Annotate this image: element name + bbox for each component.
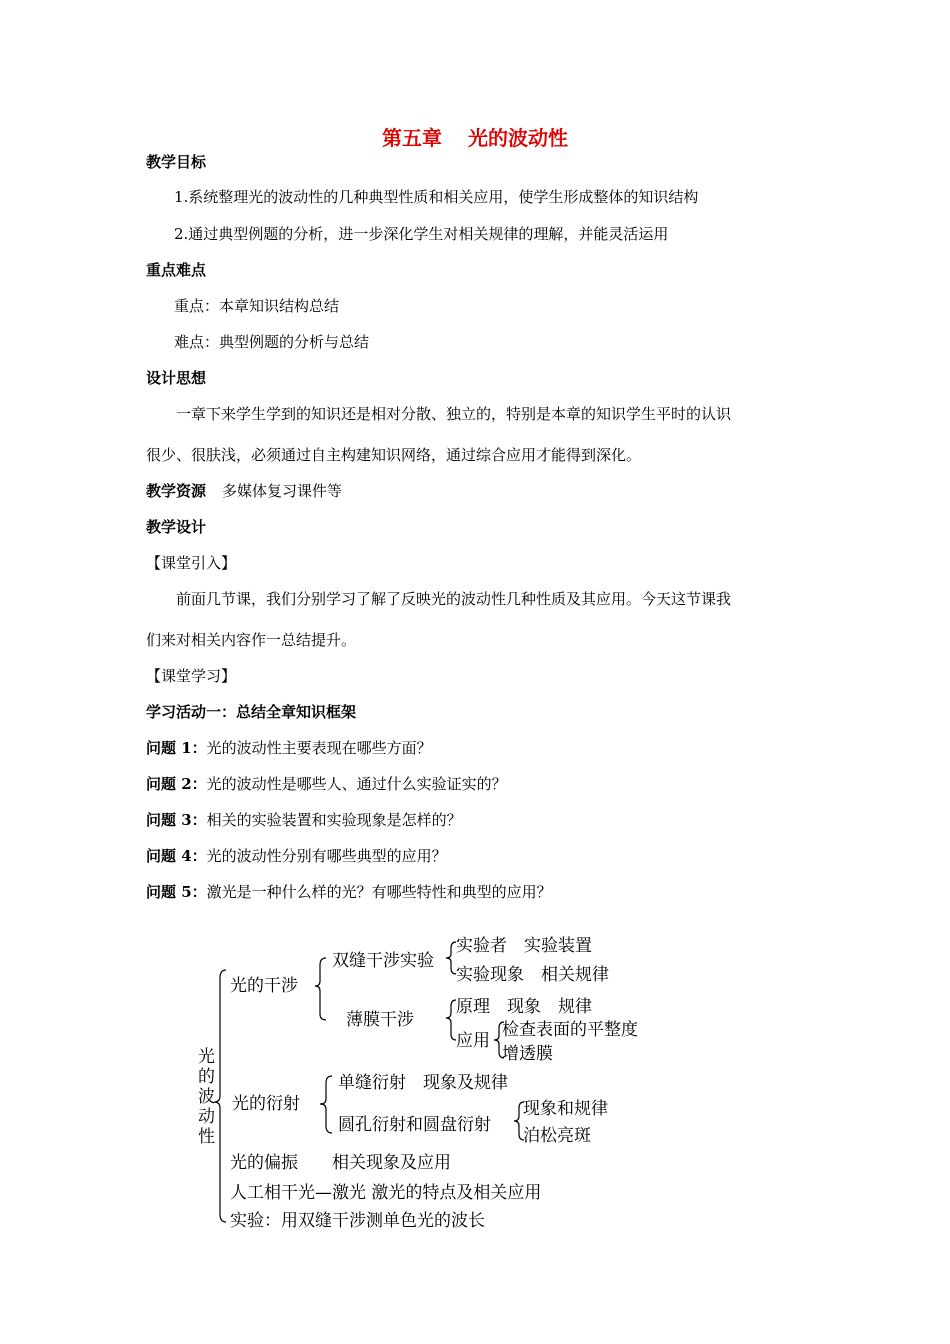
resources-heading: 教学资源 bbox=[146, 482, 207, 500]
question-text: 光的波动性分别有哪些典型的应用？ bbox=[206, 847, 447, 865]
interference-label: 光的干涉 bbox=[230, 976, 298, 996]
root-char: 的 bbox=[198, 1067, 215, 1087]
circular-label: 圆孔衍射和圆盘衍射 bbox=[338, 1115, 491, 1135]
teaching-design-heading: 教学设计 bbox=[146, 518, 207, 536]
diffraction-brace bbox=[320, 1076, 332, 1133]
question-label: 问题 3： bbox=[146, 811, 207, 829]
title-topic: 光的波动性 bbox=[468, 126, 568, 150]
resources-text: 多媒体复习课件等 bbox=[222, 482, 343, 500]
circ-item-2: 泊松亮斑 bbox=[523, 1126, 591, 1146]
activity-heading: 学习活动一：总结全章知识框架 bbox=[146, 703, 357, 721]
main-brace bbox=[214, 970, 226, 1222]
question-label: 问题 2： bbox=[146, 775, 207, 793]
question-label: 问题 5： bbox=[146, 883, 207, 901]
double-slit-label: 双缝干涉实验 bbox=[332, 951, 434, 971]
objectives-heading: 教学目标 bbox=[146, 153, 207, 171]
study-heading: 【课堂学习】 bbox=[146, 667, 237, 685]
circ-item-1: 现象和规律 bbox=[523, 1099, 608, 1119]
title-chapter: 第五章 bbox=[382, 126, 442, 150]
question-text: 光的波动性是哪些人、通过什么实验证实的？ bbox=[206, 775, 507, 793]
root-char: 波 bbox=[198, 1087, 215, 1107]
question-label: 问题 4： bbox=[146, 847, 207, 865]
objective-item-1: 1.系统整理光的波动性的几种典型性质和相关应用，使学生形成整体的知识结构 bbox=[174, 188, 699, 206]
tf-item-1: 原理 现象 规律 bbox=[456, 997, 592, 1017]
polarization-label: 光的偏振 相关现象及应用 bbox=[230, 1153, 451, 1173]
diffraction-label: 光的衍射 bbox=[232, 1094, 300, 1114]
design-idea-line-2: 很少、很肤浅，必须通过自主构建知识网络，通过综合应用才能得到深化。 bbox=[146, 446, 642, 464]
interference-brace bbox=[315, 958, 326, 1020]
key-point: 重点：本章知识结构总结 bbox=[174, 297, 340, 315]
intro-heading: 【课堂引入】 bbox=[146, 554, 237, 572]
tf-app-2: 增透膜 bbox=[502, 1044, 553, 1064]
thin-film-label: 薄膜干涉 bbox=[346, 1010, 414, 1030]
root-char: 动 bbox=[198, 1107, 215, 1127]
objective-item-2: 2.通过典型例题的分析，进一步深化学生对相关规律的理解，并能灵活运用 bbox=[174, 225, 669, 243]
thin-film-brace bbox=[446, 1000, 456, 1040]
root-char: 光 bbox=[198, 1047, 215, 1067]
design-idea-line-1: 一章下来学生学到的知识还是相对分散、独立的，特别是本章的知识学生平时的认识 bbox=[176, 405, 732, 423]
question-text: 相关的实验装置和实验现象是怎样的？ bbox=[206, 811, 462, 829]
double-slit-brace bbox=[446, 942, 456, 974]
ds-item-1: 实验者 实验装置 bbox=[456, 936, 592, 956]
single-slit-label: 单缝衍射 现象及规律 bbox=[338, 1073, 508, 1093]
design-idea-heading: 设计思想 bbox=[146, 369, 207, 387]
tf-app-1: 检查表面的平整度 bbox=[502, 1020, 638, 1040]
ds-item-2: 实验现象 相关规律 bbox=[456, 965, 609, 985]
key-points-heading: 重点难点 bbox=[146, 261, 207, 279]
question-text: 激光是一种什么样的光？有哪些特性和典型的应用？ bbox=[206, 883, 552, 901]
experiment-label: 实验：用双缝干涉测单色光的波长 bbox=[230, 1211, 485, 1231]
question-text: 光的波动性主要表现在哪些方面？ bbox=[206, 739, 432, 757]
intro-line-2: 们来对相关内容作一总结提升。 bbox=[146, 631, 357, 649]
root-char: 性 bbox=[198, 1127, 215, 1147]
tf-app-label: 应用 bbox=[456, 1031, 490, 1051]
laser-label: 人工相干光—激光 激光的特点及相关应用 bbox=[230, 1183, 542, 1203]
difficulty-point: 难点：典型例题的分析与总结 bbox=[174, 333, 370, 351]
question-label: 问题 1： bbox=[146, 739, 207, 757]
intro-line-1: 前面几节课，我们分别学习了解了反映光的波动性几种性质及其应用。今天这节课我 bbox=[176, 590, 732, 608]
